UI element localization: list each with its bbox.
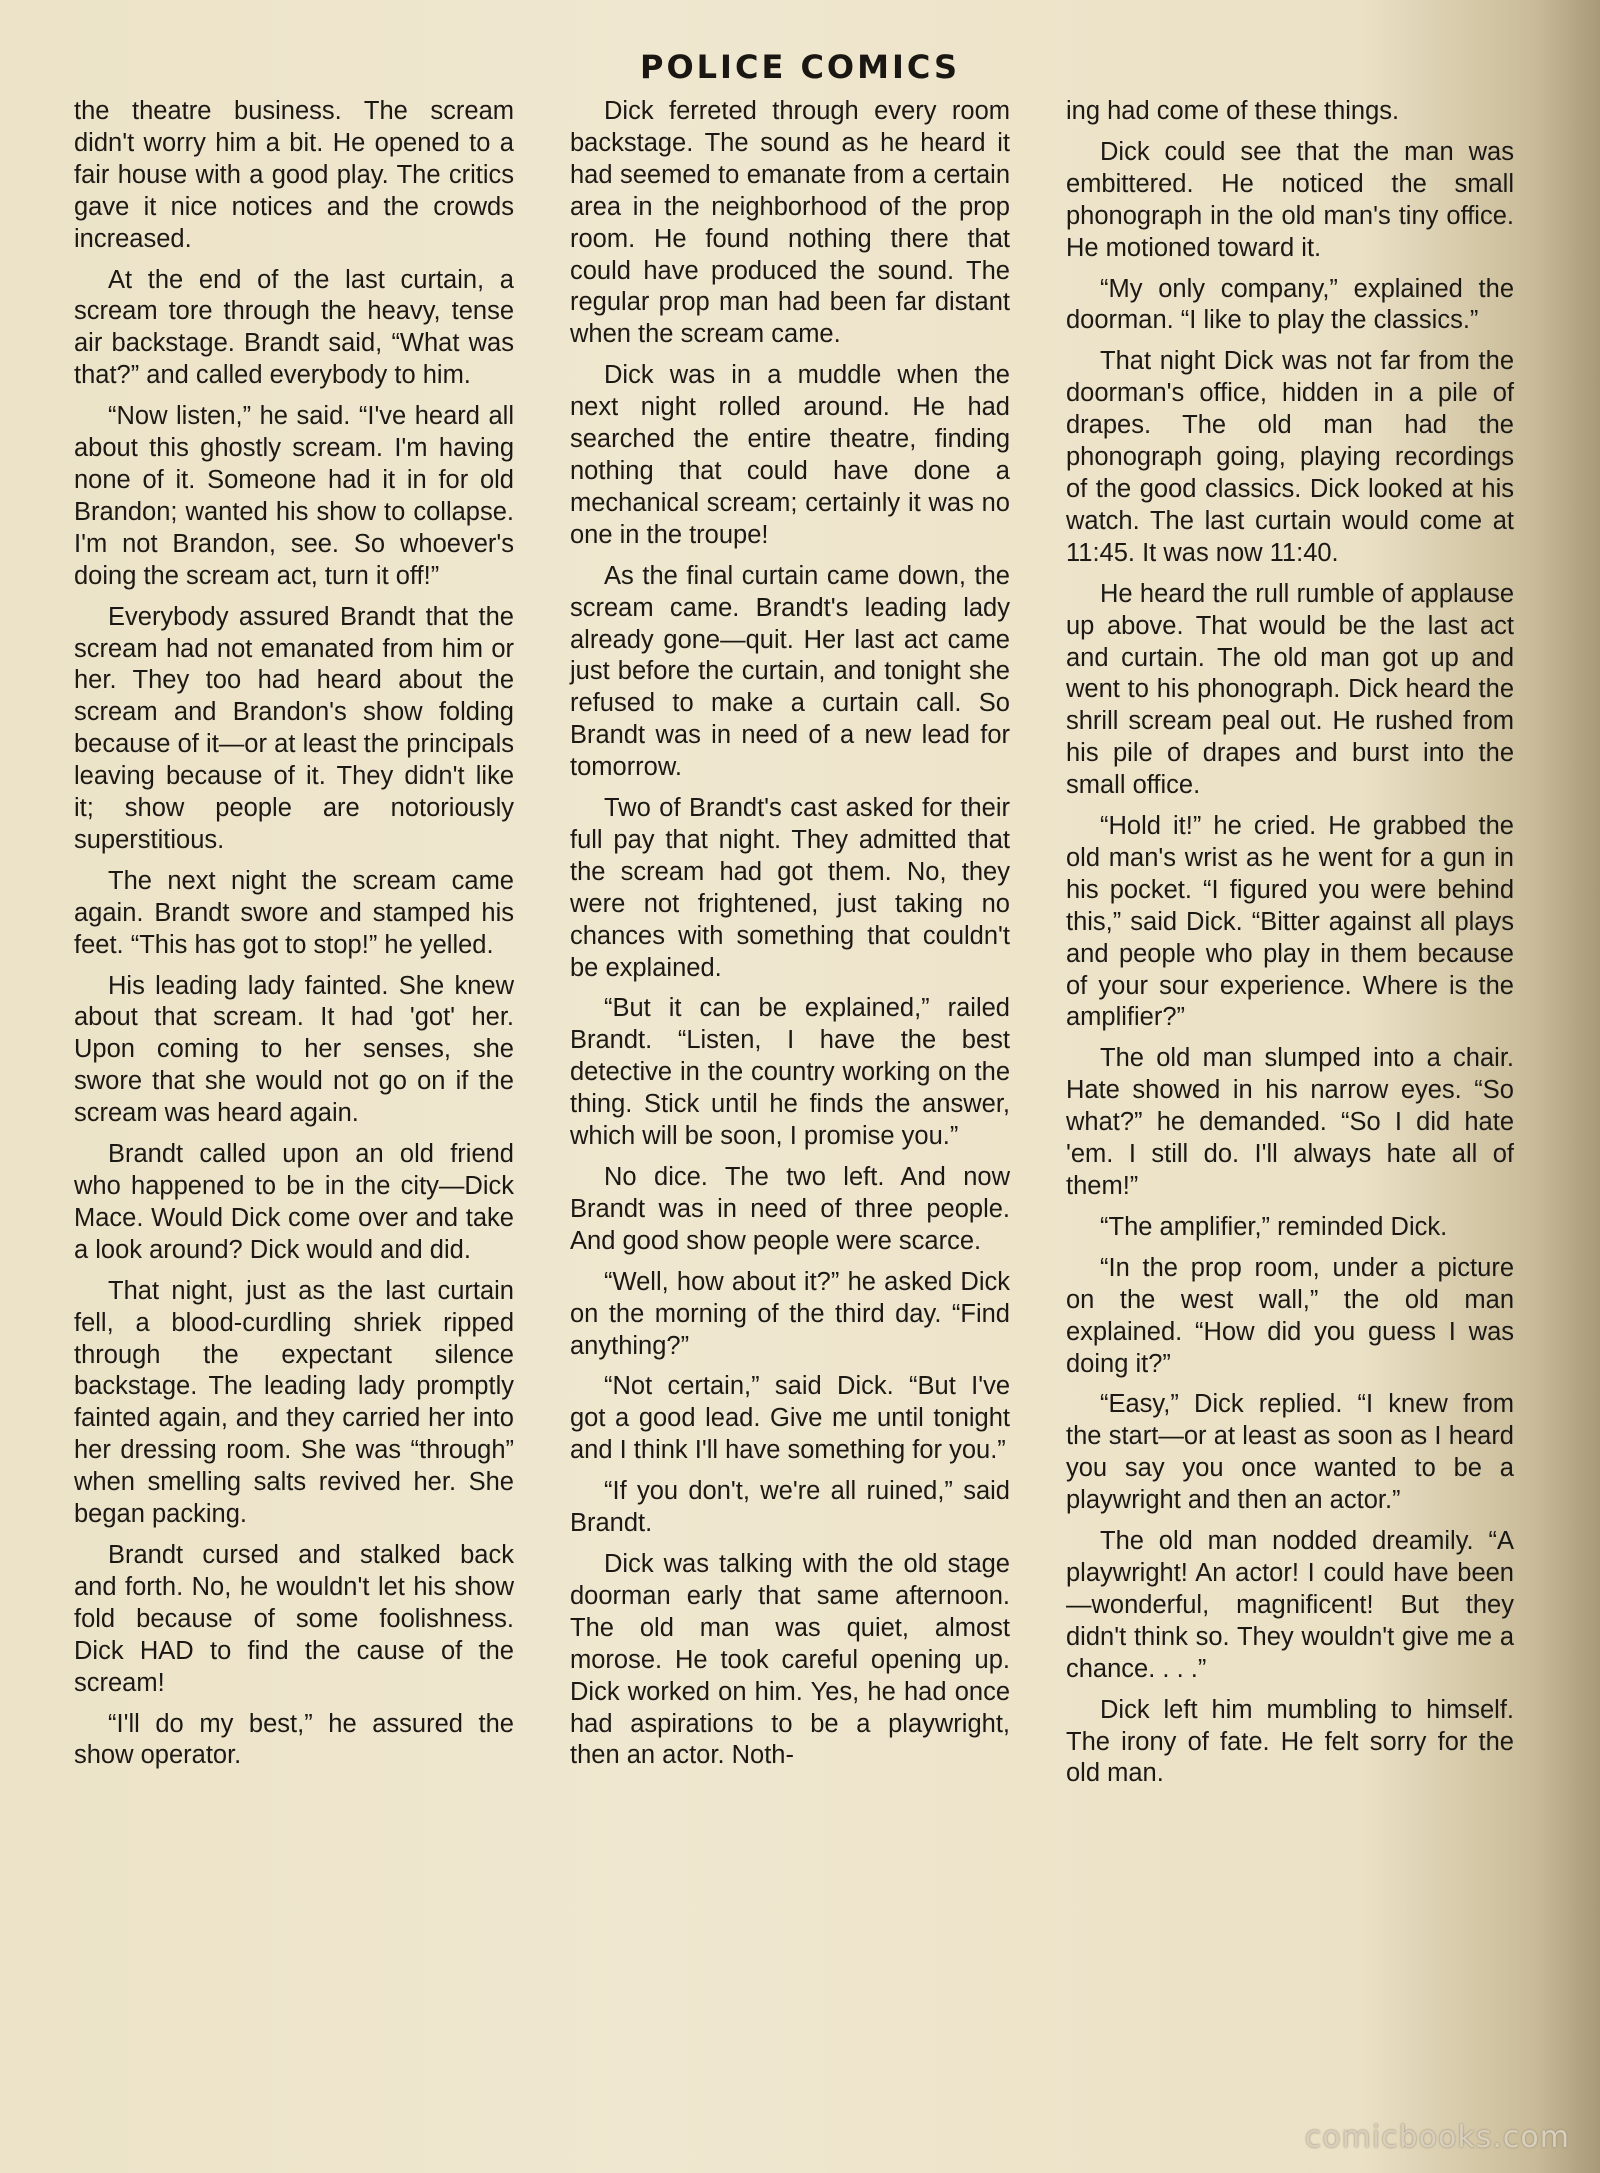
paragraph: “Not certain,” said Dick. “But I've got a good lead. Give me until tonight and I think I'll have something for you.”	[570, 1372, 1010, 1465]
paragraph: “If you don't, we're all ruined,” said Brandt.	[570, 1477, 1010, 1538]
paragraph: The old man slumped into a chair. Hate showed in his narrow eyes. “So what?” he demanded. “So I did hate 'em. I still do. I'll always hate all of them!”	[1066, 1044, 1514, 1200]
paragraph: the theatre business. The scream didn't worry him a bit. He opened to a fair house with a good play. The critics gave it nice notices and the crowds increased.	[74, 97, 514, 253]
paragraph: No dice. The two left. And now Brandt was in need of three people. And good show people were scarce.	[570, 1163, 1010, 1255]
paragraph: At the end of the last curtain, a scream tore through the heavy, tense air backstage. Brandt said, “What was that?” and called everybody to him.	[74, 265, 514, 390]
paragraph: Everybody assured Brandt that the scream had not emanated from him or her. They too had heard about the scream and Brandon's show folding because of it—or at least the principals leaving because of it. They didn't like it; show people are notoriously superstitious.	[74, 602, 514, 854]
paragraph: That night Dick was not far from the doorman's office, hidden in a pile of drapes. The old man had the phonograph going, playing recordings of the good classics. Dick looked at his watch. The last curtain would come at 11:45. It was now 11:40.	[1066, 347, 1514, 567]
text-column-2	[570, 96, 1010, 1781]
paragraph: He heard the rull rumble of applause up above. That would be the last act and curtain. The old man got up and went to his phonograph. Dick heard the shrill scream peal out. He rushed from his pile of drapes and burst into the small office.	[1066, 579, 1514, 800]
paragraph: “The amplifier,” reminded Dick.	[1100, 1212, 1448, 1241]
paragraph: Dick could see that the man was embittered. He noticed the small phonograph in the old man's tiny office. He motioned toward it.	[1066, 137, 1514, 262]
paragraph: “My only company,” explained the doorman. “I like to play the classics.”	[1066, 274, 1514, 335]
text-column-3	[1066, 96, 1514, 1799]
paragraph: The next night the scream came again. Brandt swore and stamped his feet. “This has got to stop!” he yelled.	[74, 866, 514, 959]
paragraph: That night, just as the last curtain fell, a blood-curdling shriek ripped through the expectant silence backstage. The leading lady promptly fainted again, and they carried her into her dressing room. She was “through” when smelling salts revived her. She began packing.	[74, 1276, 514, 1529]
paragraph: “Now listen,” he said. “I've heard all about this ghostly scream. I'm having none of it. Someone had it in for old Brandon; wanted his show to collapse. I'm not Brandon, see. So whoever's doing the scream act, turn it off!”	[74, 402, 514, 590]
paragraph: The old man nodded dreamily. “A playwright! An actor! I could have been—wonderful, magnificent! But they didn't think so. They wouldn't give me a chance. . . .”	[1066, 1527, 1514, 1683]
watermark-text: comicbooks.com	[1304, 2120, 1570, 2155]
paragraph: His leading lady fainted. She knew about that scream. It had 'got' her. Upon coming to her senses, she swore that she would not go on if the scream was heard again.	[74, 971, 514, 1128]
paragraph: “I'll do my best,” he assured the show operator.	[74, 1709, 514, 1770]
paragraph: Dick was in a muddle when the next night rolled around. He had searched the entire theatre, finding nothing that could have done a mechanical scream; certainly it was no one in the troupe!	[570, 361, 1010, 549]
paragraph: Dick left him mumbling to himself. The irony of fate. He felt sorry for the old man.	[1066, 1695, 1514, 1788]
paragraph: “In the prop room, under a picture on the west wall,” the old man explained. “How did you guess I was doing it?”	[1066, 1253, 1514, 1378]
paragraph: “Easy,” Dick replied. “I knew from the start—or at least as soon as I heard you say you once wanted to be a playwright and then an actor.”	[1066, 1390, 1514, 1515]
paragraph: “Well, how about it?” he asked Dick on the morning of the third day. “Find anything?”	[570, 1267, 1010, 1360]
paragraph: Brandt called upon an old friend who happened to be in the city—Dick Mace. Would Dick come over and take a look around? Dick would and did.	[74, 1140, 514, 1264]
paragraph: As the final curtain came down, the scream came. Brandt's leading lady already gone—quit. Her last act came just before the curtain, and tonight she refused to make a curtain call. So Brandt was in need of a new lead for tomorrow.	[570, 561, 1010, 782]
paragraph: Dick was talking with the old stage doorman early that same afternoon. The old man was quiet, almost morose. He took careful opening up. Dick worked on him. Yes, he had once had aspirations to be a playwright, then an actor. Noth-	[570, 1549, 1010, 1770]
paragraph: “But it can be explained,” railed Brandt. “Listen, I have the best detective in the country working on the thing. Stick until he finds the answer, which will be soon, I promise you.”	[570, 994, 1010, 1151]
paragraph: Two of Brandt's cast asked for their full pay that night. They admitted that the scream had got them. No, they were not frightened, just taking no chances with something that couldn't be explained.	[570, 794, 1010, 982]
paragraph: Dick ferreted through every room backstage. The sound as he heard it had seemed to emanate from a certain area in the neighborhood of the prop room. He found nothing there that could have produced the sound. The regular prop man had been far distant when the scream came.	[570, 97, 1010, 349]
paragraph: ing had come of these things.	[1066, 97, 1400, 125]
text-column-1	[74, 96, 514, 1781]
paragraph: Brandt cursed and stalked back and forth. No, he wouldn't let his show fold because of some foolishness. Dick HAD to find the cause of the scream!	[74, 1540, 514, 1697]
paragraph: “Hold it!” he cried. He grabbed the old man's wrist as he went for a gun in his pocket. “I figured you were behind this,” said Dick. “Bitter against all plays and people who play in them because of your sour experience. Where is the amplifier?”	[1066, 812, 1514, 1032]
page-header: POLICE COMICS	[640, 48, 960, 86]
